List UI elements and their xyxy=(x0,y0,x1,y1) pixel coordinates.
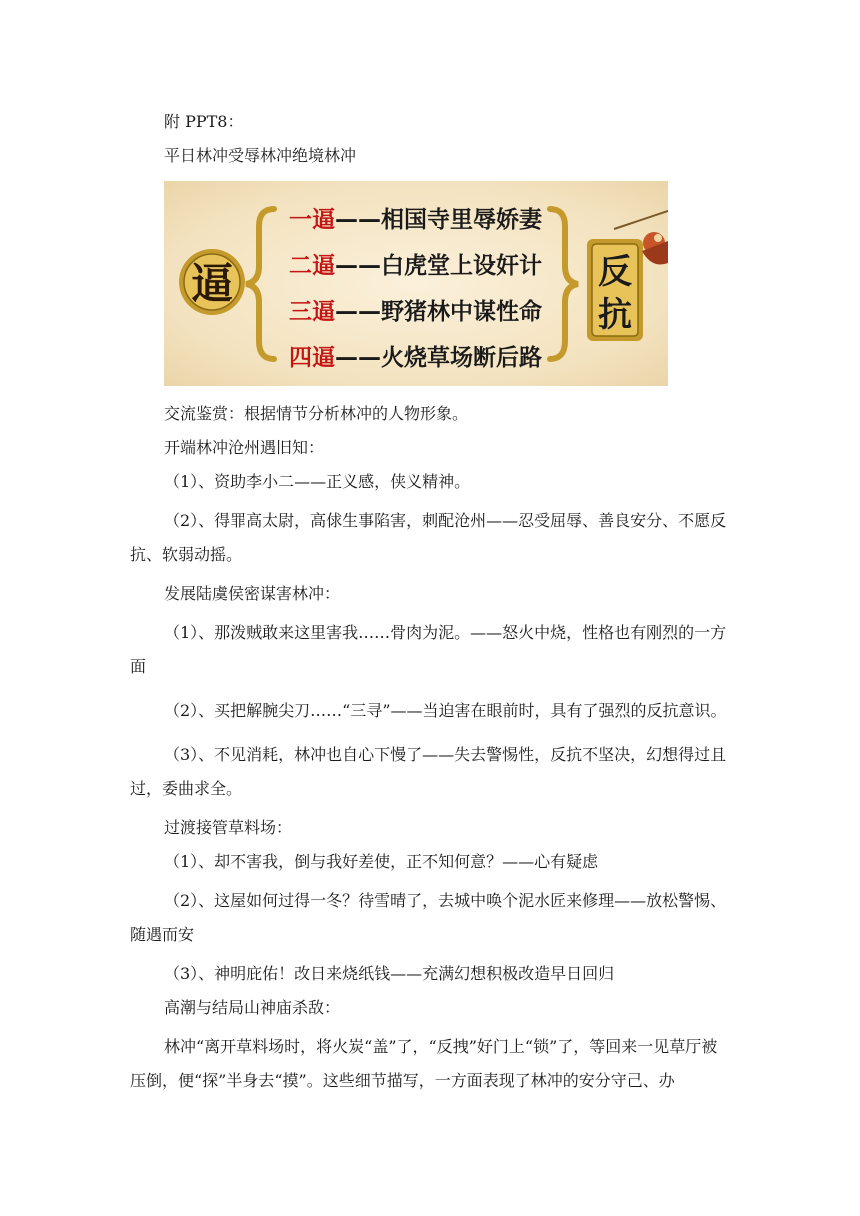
body-text xyxy=(130,402,730,1098)
row-2-text: ——白虎堂上设奸计 xyxy=(335,253,542,279)
left-brace xyxy=(246,209,274,359)
paragraph: （1）、资助李小二——正义感，侠义精神。 xyxy=(164,472,471,491)
paragraph: 交流鉴赏：根据情节分析林冲的人物形象。 xyxy=(164,404,469,423)
paragraph: （2）、这屋如何过得一冬？待雪晴了，去城中唤个泥水匠来修理——放松警惕、随遇而安 xyxy=(130,891,727,944)
row-1-text: ——相国寺里辱娇妻 xyxy=(335,207,542,233)
paragraph: （1）、却不害我，倒与我好差使，正不知何意？——心有疑虑 xyxy=(164,852,599,871)
resist-char-2: 抗 xyxy=(598,295,632,335)
paragraph: （3）、不见消耗，林冲也自心下慢了——失去警惕性，反抗不坚决，幻想得过且过，委曲求全。 xyxy=(130,745,727,798)
row-4-text: ——火烧草场断后路 xyxy=(335,345,542,371)
paragraph: 林冲“离开草料场时，将火炭“盖”了，“反拽”好门上“锁”了，等回来一见草厅被压倒，便“探”半身去“摸”。这些细节描写，一方面表现了林冲的安分守己、办 xyxy=(130,1037,718,1090)
row-3-label: 三逼 xyxy=(289,299,335,325)
paragraph: 高潮与结局山神庙杀敌： xyxy=(164,998,341,1017)
ppt-slide-image xyxy=(164,181,668,386)
paragraph: （2）、买把解腕尖刀……“三寻”——当迫害在眼前时，具有了强烈的反抗意识。 xyxy=(164,701,727,720)
row-4-label: 四逼 xyxy=(289,345,335,371)
row-3-text: ——野猪林中谋性命 xyxy=(335,299,542,325)
row-2-label: 二逼 xyxy=(289,253,335,279)
ppt-title: 平日林冲受辱林冲绝境林冲 xyxy=(164,146,357,165)
row-4 xyxy=(289,344,542,371)
paragraph: （2）、得罪高太尉，高俅生事陷害，刺配沧州——忍受屈辱、善良安分、不愿反抗、软弱动摇。 xyxy=(130,511,727,564)
paragraph: 发展陆虞侯密谋害林冲： xyxy=(164,584,341,603)
paragraph: （3）、神明庇佑！改日来烧纸钱——充满幻想积极改造早日回归 xyxy=(164,964,615,983)
row-1-label: 一逼 xyxy=(289,207,335,233)
row-2 xyxy=(289,252,542,279)
row-3 xyxy=(289,298,542,325)
paragraph: 开端林冲沧州遇旧知： xyxy=(164,438,325,457)
paragraph: 过渡接管草料场： xyxy=(164,818,293,837)
center-char: 逼 xyxy=(190,259,234,308)
paragraph: （1）、那泼贼敢来这里害我……骨肉为泥。——怒火中烧，性格也有刚烈的一方面 xyxy=(130,623,727,676)
resist-box xyxy=(587,239,643,341)
heading-block xyxy=(130,110,730,168)
center-circle-badge xyxy=(179,249,245,315)
appendix-heading: 附 PPT8： xyxy=(164,112,244,131)
resist-char-1: 反 xyxy=(598,252,632,292)
right-brace xyxy=(550,209,578,359)
row-1 xyxy=(289,206,543,233)
